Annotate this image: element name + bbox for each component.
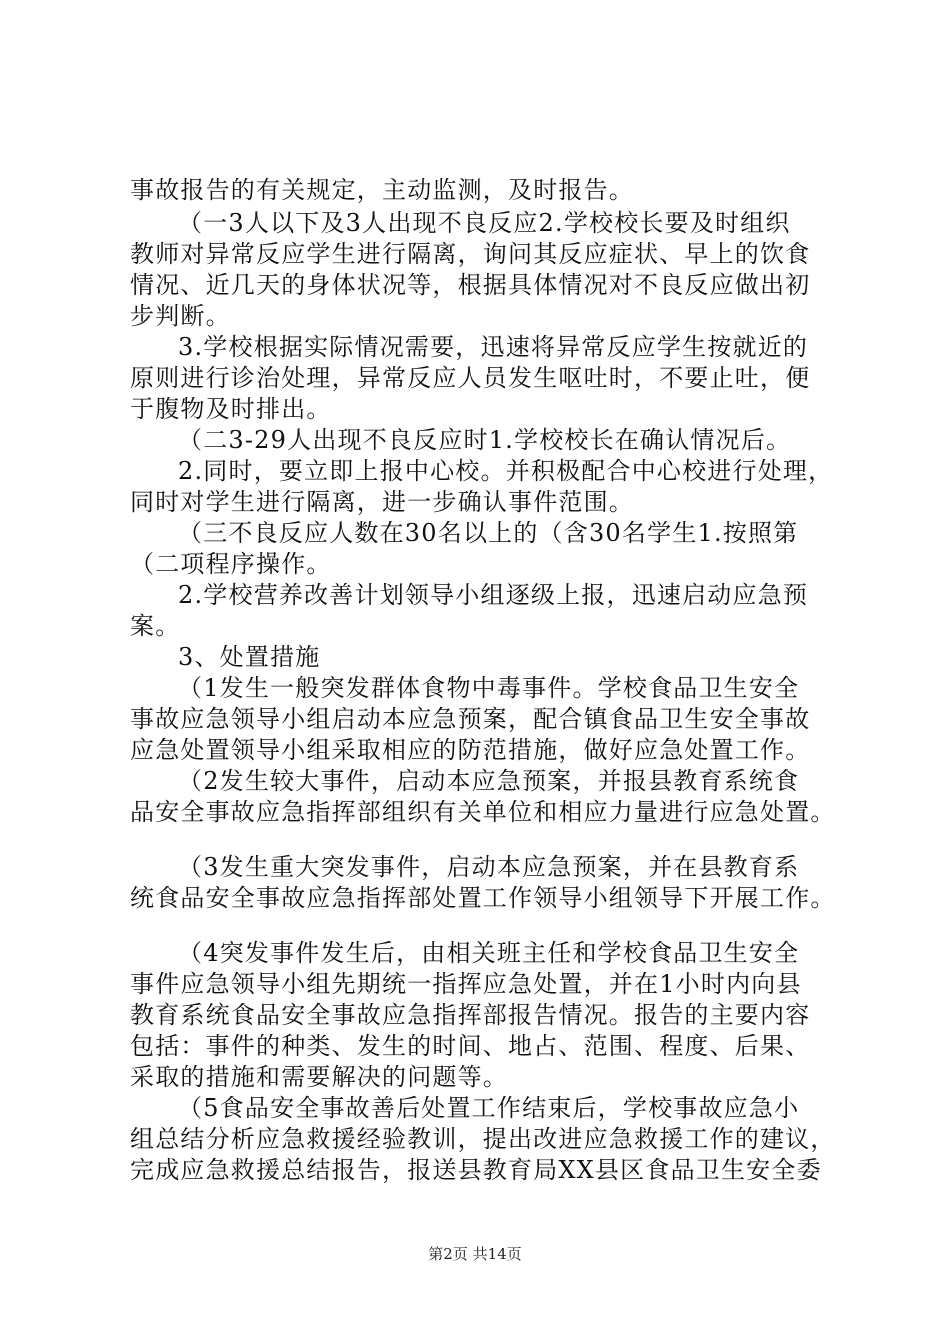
text-line: 事件应急领导小组先期统一指挥应急处置，并在1小时内向县 bbox=[130, 970, 802, 998]
text-line: 事故报告的有关规定，主动监测，及时报告。 bbox=[130, 176, 634, 204]
text-line: 2.同时，要立即上报中心校。并积极配合中心校进行处理， bbox=[178, 457, 834, 485]
text-line: （3发生重大突发事件，启动本应急预案，并在县教育系 bbox=[178, 853, 800, 881]
text-line: 应急处置领导小组采取相应的防范措施，做好应急处置工作。 bbox=[130, 736, 811, 764]
text-line: 教育系统食品安全事故应急指挥部报告情况。报告的主要内容 bbox=[130, 1001, 811, 1029]
text-line: 品安全事故应急指挥部组织有关单位和相应力量进行应急处置。 bbox=[130, 798, 836, 826]
text-line: 3.学校根据实际情况需要，迅速将异常反应学生按就近的 bbox=[178, 333, 809, 361]
text-line: 案。 bbox=[130, 612, 181, 640]
text-line: 包括：事件的种类、发生的时间、地占、范围、程度、后果、 bbox=[130, 1032, 811, 1060]
text-line: 于腹物及时排出。 bbox=[130, 395, 332, 423]
text-line: 完成应急救援总结报告，报送县教育局XX县区食品卫生安全委 bbox=[130, 1156, 822, 1184]
text-line: （5食品安全事故善后处置工作结束后，学校事故应急小 bbox=[178, 1094, 800, 1122]
text-line: 原则进行诊治处理，异常反应人员发生呕吐时，不要止吐，便 bbox=[130, 364, 811, 392]
text-line: （1发生一般突发群体食物中毒事件。学校食品卫生安全 bbox=[178, 674, 800, 702]
text-line: （一3人以下及3人出现不良反应2.学校校长要及时组织 bbox=[178, 209, 791, 237]
text-line: 采取的措施和需要解决的问题等。 bbox=[130, 1063, 508, 1091]
text-line: 2.学校营养改善计划领导小组逐级上报，迅速启动应急预 bbox=[178, 581, 809, 609]
text-line: 教师对异常反应学生进行隔离，询问其反应症状、早上的饮食 bbox=[130, 240, 811, 268]
text-line: 同时对学生进行隔离，进一步确认事件范围。 bbox=[130, 488, 634, 516]
page-number-footer: 第2页 共14页 bbox=[428, 1245, 522, 1263]
text-line: 事故应急领导小组启动本应急预案，配合镇食品卫生安全事故 bbox=[130, 705, 811, 733]
text-line: （2发生较大事件，启动本应急预案，并报县教育系统食 bbox=[178, 767, 800, 795]
text-line: 组总结分析应急救援经验教训，提出改进应急救援工作的建议， bbox=[130, 1125, 836, 1153]
text-line: 情况、近几天的身体状况等，根据具体情况对不良反应做出初 bbox=[130, 271, 811, 299]
text-line: （4突发事件发生后，由相关班主任和学校食品卫生安全 bbox=[178, 939, 800, 967]
text-line: （二项程序操作。 bbox=[130, 550, 332, 578]
text-line: 步判断。 bbox=[130, 302, 231, 330]
text-line: （三不良反应人数在30名以上的（含30名学生1.按照第 bbox=[178, 519, 799, 547]
text-line: （二3-29人出现不良反应时1.学校校长在确认情况后。 bbox=[178, 426, 792, 454]
text-line: 统食品安全事故应急指挥部处置工作领导小组领导下开展工作。 bbox=[130, 884, 836, 912]
text-line: 3、处置措施 bbox=[178, 643, 321, 671]
